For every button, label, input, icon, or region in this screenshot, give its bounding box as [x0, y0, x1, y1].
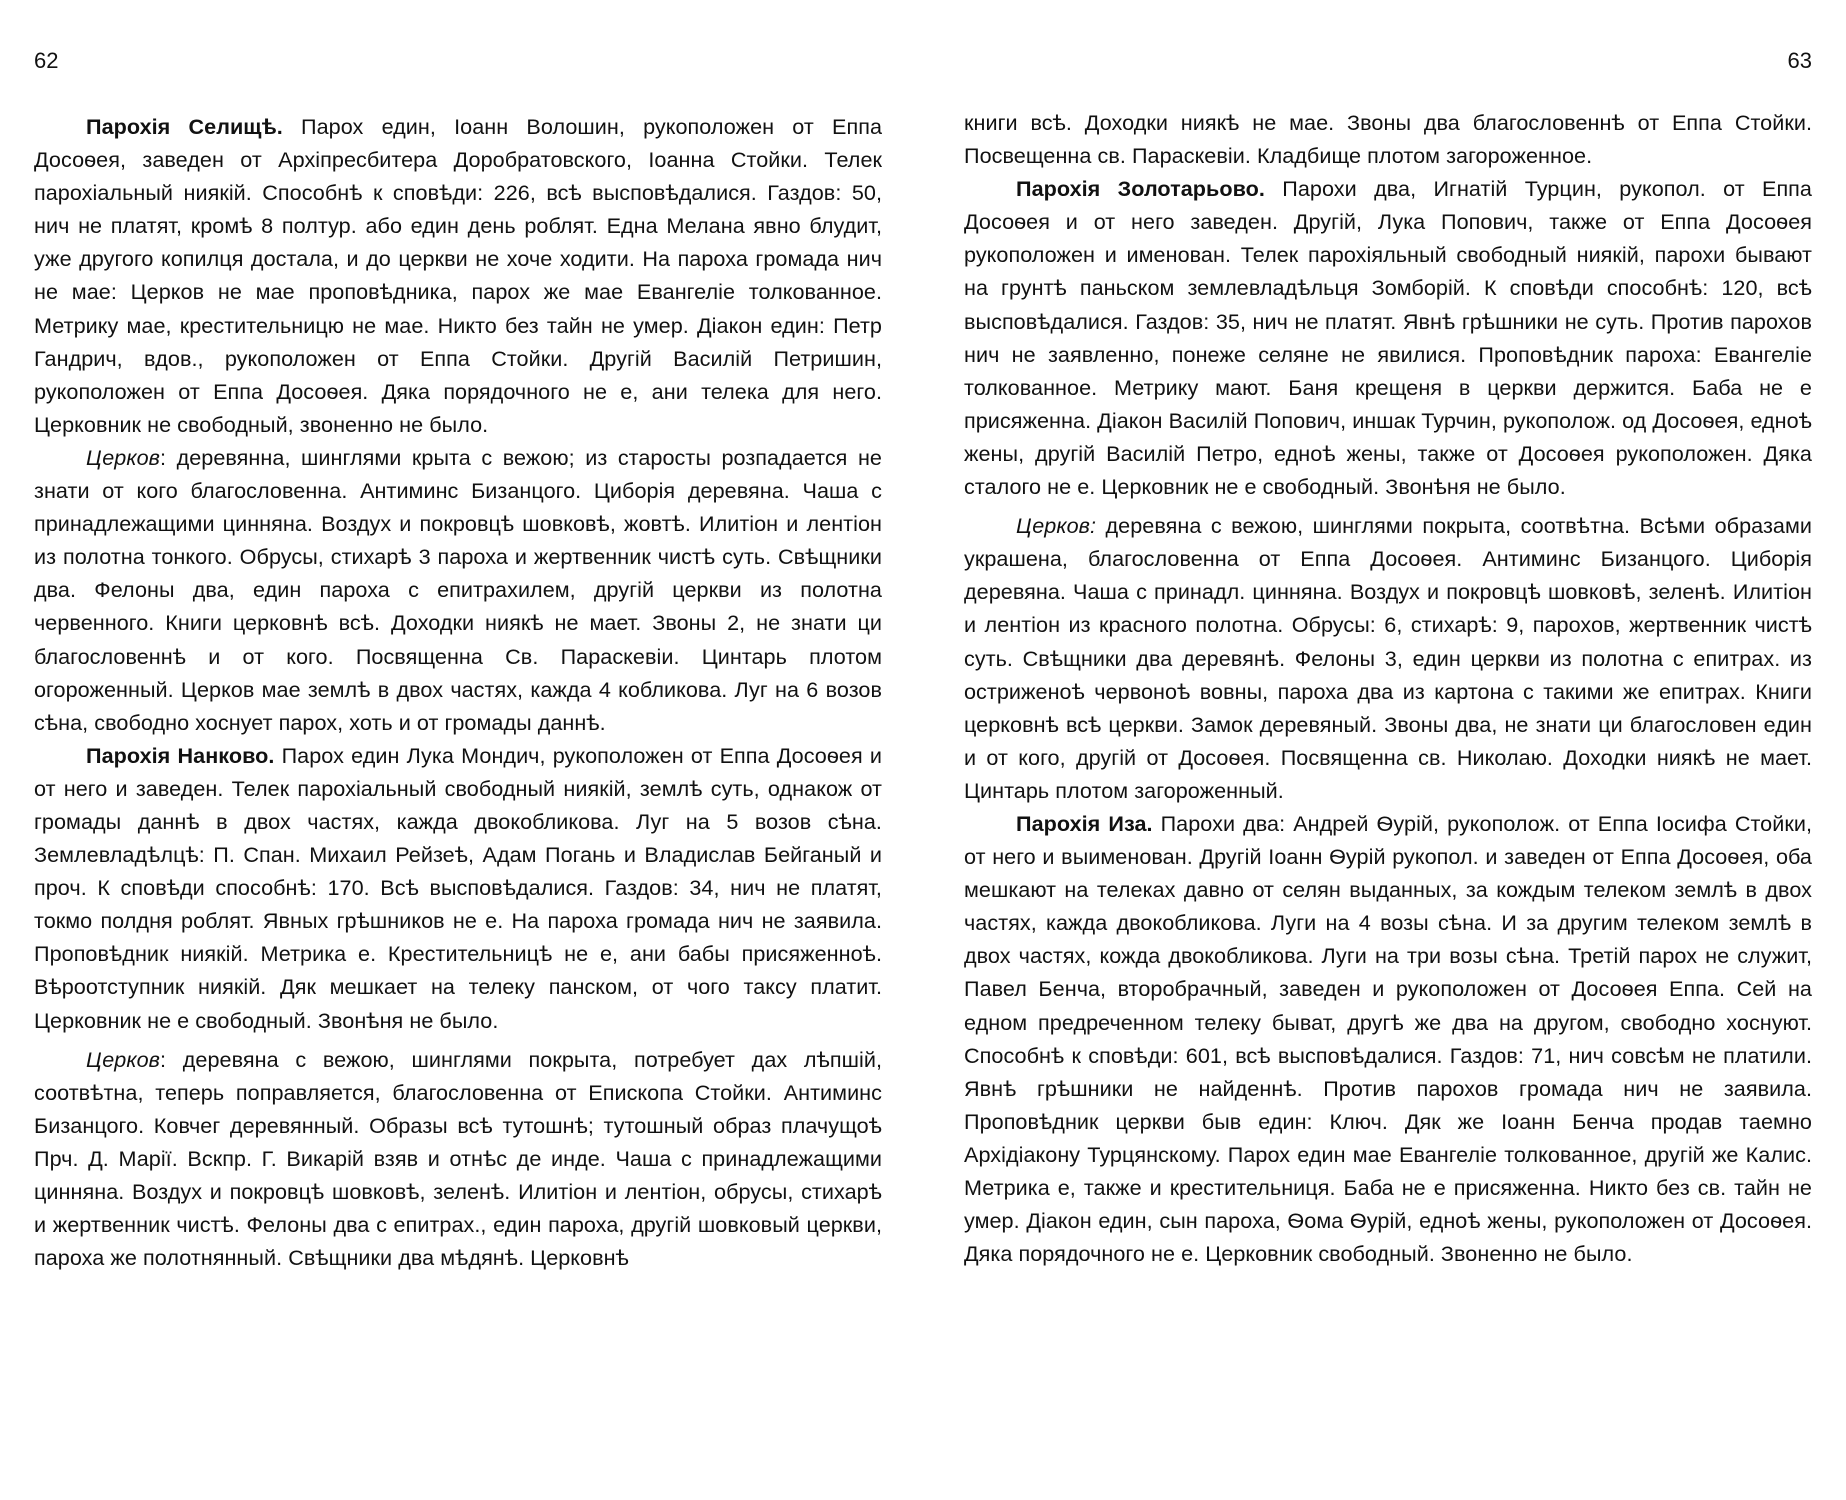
parish-heading: Парохія Селищѣ. — [86, 114, 283, 139]
paragraph-parish-iza — [964, 807, 1812, 1270]
paragraph-text: : деревянна, шинглями крыта с вежою; из старосты розпадается не знати от кого благословенна. Антиминс Бизанцого. Циборія деревяна. Чаша с принадлежащими цинняна. Воздух и покровцѣ шовковѣ, жовтѣ. Илитіон и лентіон из полотна тонкого. Обрусы, стихарѣ 3 пароха и жертвенник чистѣ суть. Свѣщники два. Фелоны два, един пароха с епитрахилем, другій церкви из полотна червенного. Книги церковнѣ всѣ. Доходки ниякѣ не мает. Звоны 2, не знати ци благословеннѣ и от кого. Посвященна Св. Параскевіи. Цинтарь плотом огороженный. Церков мае землѣ в двох частях, кажда 4 кобликова. Луг на 6 возов сѣна, свободно хоснует парох, хоть и от громады даннѣ. — [34, 444, 882, 735]
paragraph-text: деревяна с вежою, шинглями покрыта, соотвѣтна. Всѣми образами украшена, благословенна от Еппа Досоѳея. Антиминс Бизанцого. Циборія деревяна. Чаша с принадл. цинняна. Воздух и покровцѣ шовковѣ, зеленѣ. Илитіон и лентіон из красного полотна. Обрусы: 6, стихарѣ: 9, парохов, жертвенник чистѣ суть. Свѣщники два деревянѣ. Фелоны 3, един церкви из полотна с епитрах. из остриженоѣ червоноѣ вовны, пароха два из картона с такими же епитрах. Книги церковнѣ всѣ церкви. Замок деревяный. Звоны два, не знати ци благословен един и от кого, другій от Досоѳея. Посвященна св. Николаю. Доходки ниякѣ не мает. Цинтарь плотом загороженный. — [964, 513, 1812, 803]
church-label: Церков: — [1016, 513, 1097, 539]
church-label: Церков — [86, 1046, 160, 1072]
right-text-block — [964, 106, 1812, 1270]
paragraph-church-selishche — [34, 441, 882, 739]
page-number-left: 62 — [34, 48, 59, 73]
paragraph-continuation — [964, 106, 1812, 172]
paragraph-text: Парох един, Іоанн Волошин, рукоположен от Еппа Досоѳея, заведен от Архіпресбитера Доробратовского, Іоанна Стойки. Телек парохіальный ниякій. Способнѣ к сповѣди: 226, всѣ высповѣдалися. Газдов: 50, нич не платят, кромѣ 8 полтур. або един день роблят. Една Мелана явно блудит, уже другого копилця достала, и до церкви не хоче ходити. На пароха громада нич не мае: Церков не мае проповѣдника, парох же мае Евангеліе толкованное. Метрику мае, крестительницю не мае. Никто без тайн не умер. Діакон един: Петр Гандрич, вдов., рукоположен от Еппа Стойки. Другій Василій Петришин, рукоположен от Еппа Досоѳея. Дяка порядочного не е, ани телека для него. Церковник не свободный, звоненно не было. — [34, 114, 883, 437]
paragraph-text: Парохи два: Андрей Ѳурій, рукополож. от Еппа Іосифа Стойки, от него и выименован. Другій Іоанн Ѳурій рукопол. и заведен от Еппа Досоѳея, оба мешкают на телеках давно от селян выданных, за кождым телеком землѣ в двох частях, кажда двокобликова. Луги на 4 возы сѣна. И за другим телеком землѣ в двох частях, кожда двокобликова. Луги на три возы сѣна. Третій парох не служит, Павел Бенча, второбрачный, заведен и рукоположен от Досоѳея Еппа. Сей на едном предреченном телеку быват, другѣ же два на другом, свободно хоснуют. Способнѣ к сповѣди: 601, всѣ высповѣдалися. Газдов: 71, нич совсѣм не платили. Явнѣ грѣшники не найденнѣ. Против парохов громада нич не заявила. Проповѣдник церкви быв един: Ключ. Дяк же Іоанн Бенча продав таемно Архідіакону Турцянскому. Парох един мае Евангеліе толкованное, другій же Калис. Метрика е, также и крестительниця. Баба не е присяженна. Никто без св. тайн не умер. Діакон един, сын пароха, Ѳома Ѳурій, едноѣ жены, рукоположен от Досоѳея. Дяка порядочного не е. Церковник свободный. Звоненно не было. — [964, 810, 1812, 1267]
parish-heading: Парохія Золотарьово. — [1016, 176, 1265, 202]
parish-heading: Парохія Нанково. — [86, 742, 275, 768]
paragraph-text: : деревяна с вежою, шинглями покрыта, потребует дах лѣпшій, соотвѣтна, теперь поправляется, благословенна от Епископа Стойки. Антиминс Бизанцого. Ковчег деревянный. Образы всѣ тутошнѣ; тутошный образ плачущоѣ Прч. Д. Марії. Вскпр. Г. Викарій взяв и отнѣс де инде. Чаша с принадлежащими цинняна. Воздух и покровцѣ шовковѣ, зеленѣ. Илитіон и лентіон, обрусы, стихарѣ и жертвенник чистѣ. Фелоны два с епитрах., един пароха, другій шовковый церкви, пароха же полотнянный. Свѣщники два мѣдянѣ. Церковнѣ — [34, 1046, 882, 1271]
paragraph-text: Парох един Лука Мондич, рукоположен от Еппа Досоѳея и от него и заведен. Телек парохіальный свободный ниякій, землѣ суть, однакож от громады даннѣ в двох частях, кажда двокобликова. Луг на 5 возов сѣна. Землевладѣлцѣ: П. Спан. Михаил Рейзеѣ, Адам Погань и Владислав Бейганый и проч. К сповѣди способнѣ: 170. Всѣ высповѣдалися. Газдов: 34, нич не платят, токмо полдня роблят. Явных грѣшников не е. На пароха громада нич не заявила. Проповѣдник ниякій. Метрика е. Крестительницѣ не е, ани бабы присяженноѣ. Вѣроотступник ниякій. Дяк мешкает на телеку панском, от чого таксу платит. Церковник не е свободный. Звонѣня не было. — [34, 742, 882, 1033]
paragraph-church-nankovo — [34, 1043, 882, 1275]
parish-heading: Парохія Иза. — [1016, 810, 1153, 836]
right-page — [923, 0, 1846, 1500]
paragraph-text: книги всѣ. Доходки ниякѣ не мае. Звоны два благословеннѣ от Еппа Стойки. Посвещенна св. Параскевіи. Кладбище плотом загороженное. — [964, 110, 1812, 169]
page-number-right: 63 — [1787, 48, 1812, 73]
left-text-block — [34, 110, 882, 1274]
paragraph-parish-zolotarovo — [964, 172, 1812, 503]
paragraph-text: Парохи два, Игнатій Турцин, рукопол. от Еппа Досоѳея и от него заведен. Другій, Лука Попович, также от Еппа Досоѳея рукоположен и именован. Телек парохіяльный свободный ниякій, парохи бывают на грунтѣ паньском землевладѣльця Зомборій. К сповѣди способнѣ: 120, всѣ высповѣдалися. Газдов: 35, нич не платят. Явнѣ грѣшники не суть. Против парохов нич не заявленно, понеже селяне не явилися. Проповѣдник пароха: Евангеліе толкованное. Метрику мают. Баня крещеня в церкви держится. Баба не е присяженна. Діакон Василій Попович, иншак Турчин, рукополож. од Досоѳея, едноѣ жены, другій Василій Петро, едноѣ жены, также от Досоѳея рукоположен. Дяка сталого не е. Церковник не е свободный. Звонѣня не было. — [964, 176, 1812, 500]
paragraph-parish-nankovo — [34, 739, 882, 1037]
paragraph-church-zolotarovo — [964, 509, 1812, 807]
paragraph-parish-selishche — [34, 110, 882, 441]
church-label: Церков — [86, 444, 160, 470]
